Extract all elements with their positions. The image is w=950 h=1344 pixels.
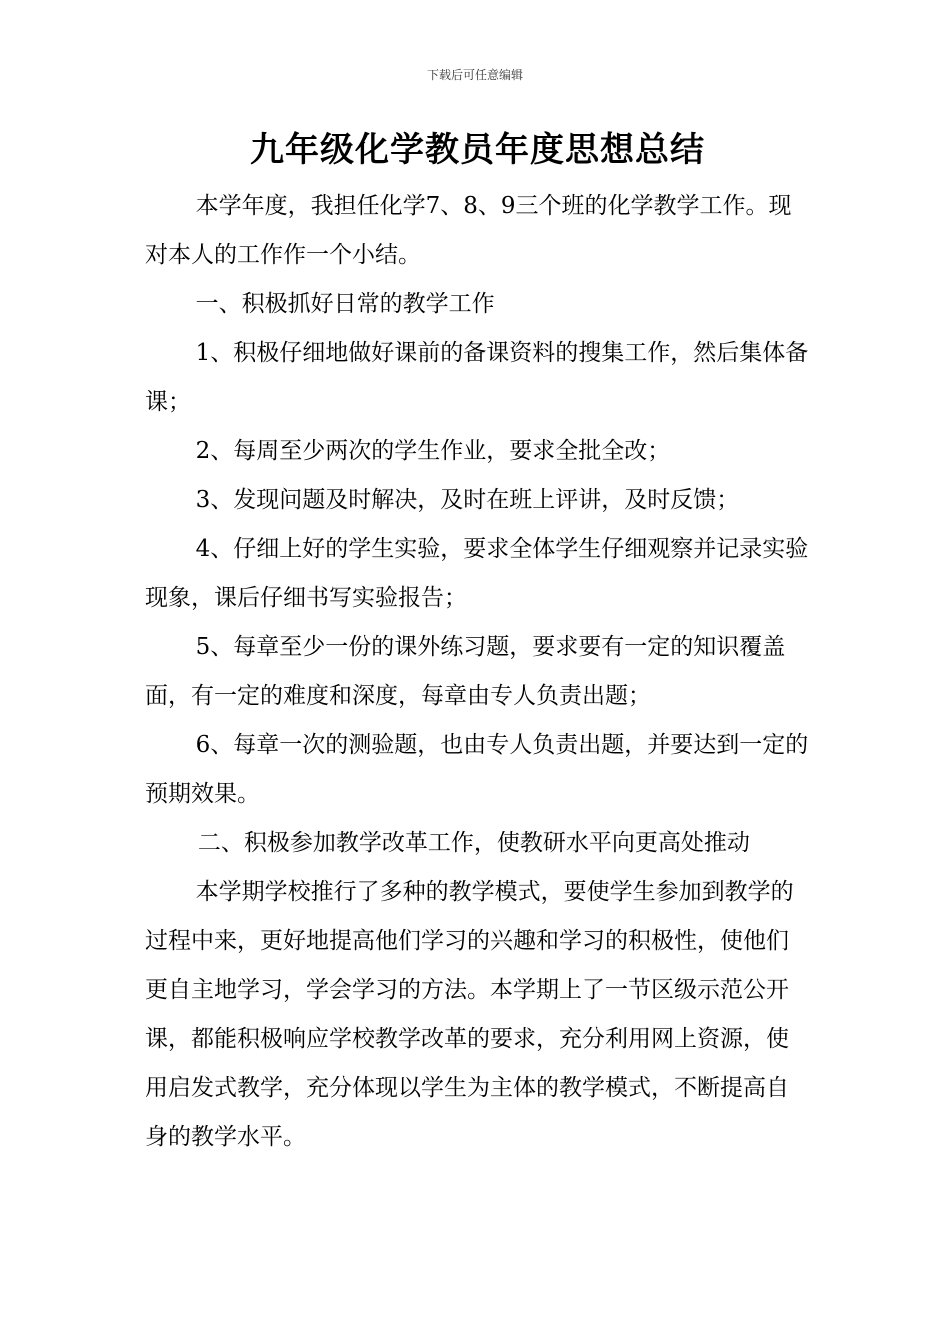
section-heading-2: 二、积极参加教学改革工作，使教研水平向更高处推动 xyxy=(197,830,750,856)
intro-paragraph: 本学年度，我担任化学7、8、9三个班的化学教学工作。现对本人的工作作一个小结。 xyxy=(145,193,792,268)
list-item-1: 1、积极仔细地做好课前的备课资料的搜集工作，然后集体备课； xyxy=(145,340,809,415)
list-item-6: 6、每章一次的测验题，也由专人负责出题，并要达到一定的预期效果。 xyxy=(145,732,809,807)
section-heading-1: 一、积极抓好日常的教学工作 xyxy=(195,291,495,317)
body-paragraph: 本学期学校推行了多种的教学模式，要使学生参加到教学的过程中来，更好地提高他们学习的兴趣和学习的积极性，使他们更自主地学习，学会学习的方法。本学期上了一节区级示范公开课，都能积极响应学校教学改革的要求，充分利用网上资源，使用启发式教学，充分体现以学生为主体的教学模式，不断提高自身的教学水平。 xyxy=(145,879,794,1150)
list-item-3: 3、发现问题及时解决，及时在班上评讲，及时反馈； xyxy=(195,487,740,513)
download-note: 下载后可任意编辑 xyxy=(426,68,523,82)
list-item-5: 5、每章至少一份的课外练习题，要求要有一定的知识覆盖面，有一定的难度和深度，每章由专人负责出题； xyxy=(145,634,786,709)
document-title: 九年级化学教员年度思想总结 xyxy=(250,130,705,170)
list-item-4: 4、仔细上好的学生实验，要求全体学生仔细观察并记录实验现象，课后仔细书写实验报告； xyxy=(145,536,809,611)
list-item-2: 2、每周至少两次的学生作业，要求全批全改； xyxy=(195,438,671,464)
document-page xyxy=(145,122,810,1162)
document-body xyxy=(145,182,810,1162)
